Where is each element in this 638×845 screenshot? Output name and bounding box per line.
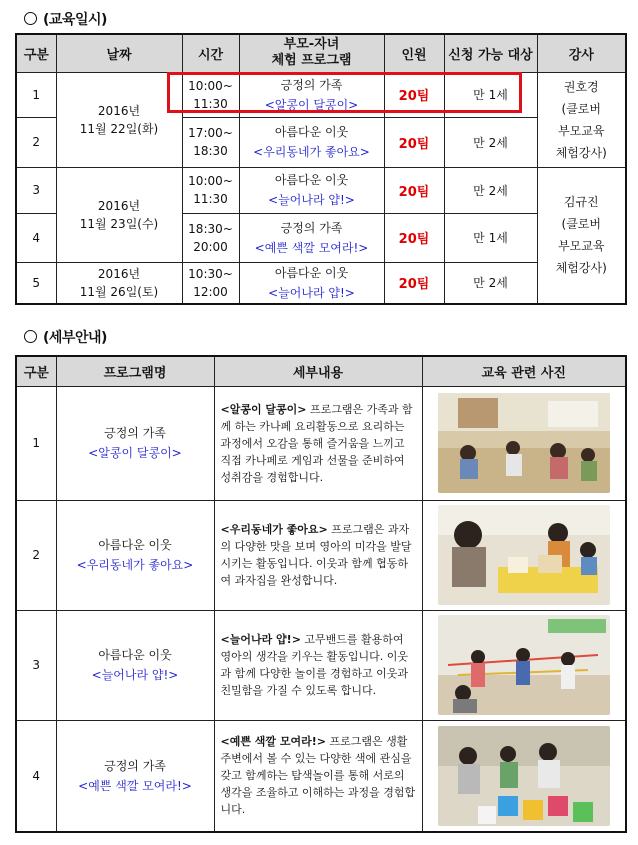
education-photo: [438, 393, 610, 493]
program-subtitle: <우리동네가 좋아요>: [76, 558, 194, 572]
program-cell: [56, 720, 214, 832]
education-photo: [438, 615, 610, 715]
program-name: 긍정의 가족: [104, 426, 166, 440]
table-row: [16, 500, 626, 610]
header-cell: 인원: [384, 34, 444, 72]
time-cell: 18:30~ 20:00: [182, 213, 239, 262]
instructor-cell: 권호경 (클로버 부모교육 체험강사): [537, 72, 626, 167]
education-photo: [438, 505, 610, 605]
date-cell: 2016년 11월 23일(수): [56, 167, 182, 262]
table-row: [16, 386, 626, 500]
header-cell: 강사: [537, 34, 626, 72]
section-title-details: [24, 327, 107, 347]
program-name: 아름다운 이웃: [98, 648, 172, 662]
instructor-cell: 김규진 (클로버 부모교육 체험강사): [537, 167, 626, 304]
education-photo: [438, 726, 610, 826]
program-subtitle: <예쁜 색깔 모여라!>: [78, 778, 192, 793]
description-text: 프로그램은 가족과 함께 하는 카나페 요리활동으로 요리하는 과정에서 오감을 통해 즐거움을 느끼고 직접 카나페로 게임과 선물을 준비하여 성취감을 경험합니다.: [220, 402, 413, 484]
program-subtitle: <알콩이 달콩이>: [88, 446, 182, 460]
row-number: 4: [16, 213, 56, 262]
date-cell: 2016년 11월 26일(토): [56, 262, 182, 304]
row-number: 1: [16, 386, 56, 500]
description-lead: <우리동네가 좋아요>: [220, 523, 328, 536]
description-cell: [214, 610, 422, 720]
header-cell: 부모-자녀 체험 프로그램: [239, 34, 384, 72]
program-name: 아름다운 이웃: [98, 538, 172, 552]
program-cell: [239, 117, 384, 167]
date-cell: 2016년 11월 22일(화): [56, 72, 182, 167]
photo-cell: [422, 610, 626, 720]
description-cell: [214, 386, 422, 500]
count-cell: 20팀: [384, 262, 444, 304]
description-cell: [214, 720, 422, 832]
program-cell: [56, 610, 214, 720]
section-title-schedule: [24, 9, 107, 29]
header-cell: 시간: [182, 34, 239, 72]
circle-bullet-icon: [24, 330, 37, 343]
program-subtitle: <늘어나라 얍!>: [268, 193, 355, 207]
section-title-text: (교육일시): [43, 12, 107, 28]
header-cell: 구분: [16, 34, 56, 72]
target-cell: 만 1세: [444, 213, 537, 262]
table-row: [16, 167, 626, 213]
description-lead: <늘어나라 얍!>: [220, 633, 301, 646]
program-name: 아름다운 이웃: [274, 173, 349, 187]
row-number: 1: [16, 72, 56, 117]
table-row: [16, 610, 626, 720]
program-subtitle: <알콩이 달콩이>: [264, 97, 359, 112]
row-number: 3: [16, 610, 56, 720]
time-cell: 10:00~ 11:30: [182, 167, 239, 213]
time-cell: 10:00~ 11:30: [182, 72, 239, 117]
program-subtitle: <우리동네가 좋아요>: [253, 145, 370, 159]
row-number: 2: [16, 117, 56, 167]
target-cell: 만 2세: [444, 167, 537, 213]
header-cell: 구분: [16, 356, 56, 386]
count-cell: 20팀: [384, 167, 444, 213]
program-name: 긍정의 가족: [280, 220, 343, 235]
header-cell: 날짜: [56, 34, 182, 72]
target-cell: 만 2세: [444, 117, 537, 167]
row-number: 3: [16, 167, 56, 213]
target-cell: 만 2세: [444, 262, 537, 304]
circle-bullet-icon: [24, 12, 37, 25]
photo-cell: [422, 500, 626, 610]
time-cell: 10:30~ 12:00: [182, 262, 239, 304]
photo-cell: [422, 386, 626, 500]
program-subtitle: <늘어나라 얍!>: [268, 285, 355, 300]
photo-cell: [422, 720, 626, 832]
schedule-header-row: [16, 34, 626, 72]
program-name: 아름다운 이웃: [274, 125, 349, 139]
count-cell: 20팀: [384, 213, 444, 262]
header-cell: 신청 가능 대상: [444, 34, 537, 72]
header-cell: 교육 관련 사진: [422, 356, 626, 386]
target-cell: 만 1세: [444, 72, 537, 117]
description-text: 프로그램은 과자의 다양한 맛을 보며 영아의 미각을 발달시키는 활동입니다. 이웃과 함께 협동하여 과자집을 완성합니다.: [220, 523, 412, 587]
program-cell: [56, 500, 214, 610]
row-number: 2: [16, 500, 56, 610]
header-cell: 프로그램명: [56, 356, 214, 386]
count-cell: 20팀: [384, 117, 444, 167]
table-row: [16, 262, 626, 304]
program-subtitle: <예쁜 색깔 모여라!>: [254, 240, 369, 255]
highlight-box: [167, 72, 522, 113]
program-cell: [239, 167, 384, 213]
description-text: 고무밴드를 활용하여 영아의 생각을 키우는 활동입니다. 이웃과 함께 다양한 놀이를 경험하고 이웃과 친밀함을 가질 수 있도록 합니다.: [220, 633, 408, 697]
time-cell: 17:00~ 18:30: [182, 117, 239, 167]
description-lead: <예쁜 색깔 모여라!>: [220, 735, 326, 749]
count-cell: 20팀: [384, 72, 444, 117]
row-number: 5: [16, 262, 56, 304]
details-table: [15, 355, 627, 833]
program-subtitle: <늘어나라 얍!>: [91, 668, 179, 682]
program-cell: [56, 386, 214, 500]
details-header-row: [16, 356, 626, 386]
program-cell: [239, 213, 384, 262]
program-cell: [239, 262, 384, 304]
header-cell: 세부내용: [214, 356, 422, 386]
row-number: 4: [16, 720, 56, 832]
description-cell: [214, 500, 422, 610]
program-name: 긍정의 가족: [104, 758, 166, 773]
program-name: 아름다운 이웃: [274, 265, 349, 280]
section-title-text: (세부안내): [43, 330, 107, 346]
description-lead: <알콩이 달콩이>: [220, 402, 307, 416]
description-text: 프로그램은 생활 주변에서 볼 수 있는 다양한 색에 관심을 갖고 함께하는 탐색놀이를 통해 서로의 생각을 조율하고 이해하는 과정을 경험합니다.: [220, 735, 416, 817]
program-name: 긍정의 가족: [280, 77, 343, 92]
table-row: [16, 720, 626, 832]
